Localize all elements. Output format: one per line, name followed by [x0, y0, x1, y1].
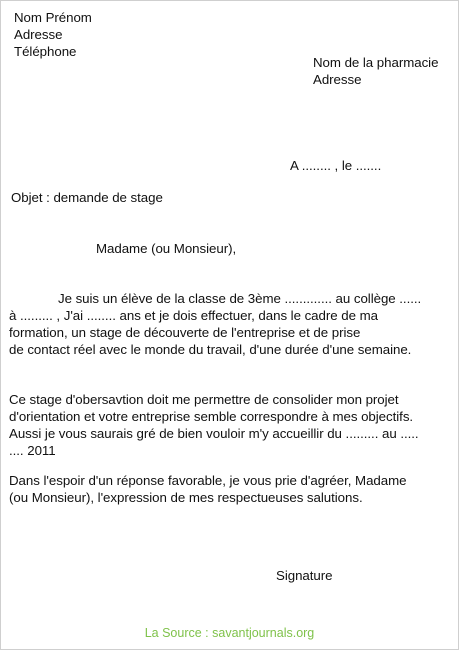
- recipient-address: Adresse: [313, 72, 362, 87]
- recipient-block: [313, 54, 438, 88]
- paragraph-objective: [9, 391, 419, 459]
- recipient-name: Nom de la pharmacie: [313, 55, 439, 70]
- paragraph-line: [9, 290, 421, 307]
- paragraph-line: à ......... , J'ai ........ ans et je dois effectuer, dans le cadre de ma: [9, 308, 378, 323]
- paragraph-line: formation, un stage de découverte de l'entreprise et de prise: [9, 325, 361, 340]
- paragraph-line: .... 2011: [9, 443, 56, 458]
- paragraph-intro: [9, 290, 421, 358]
- paragraph-line: de contact réel avec le monde du travail, d'une durée d'une semaine.: [9, 342, 412, 357]
- sender-phone: Téléphone: [14, 44, 77, 59]
- paragraph-line: Aussi je vous saurais gré de bien vouloir m'y accueillir du ......... au .....: [9, 426, 419, 441]
- paragraph-line: Ce stage d'obersavtion doit me permettre de consolider mon projet: [9, 392, 399, 407]
- letter-object: Objet : demande de stage: [11, 190, 163, 205]
- paragraph-line: Dans l'espoir d'un réponse favorable, je vous prie d'agréer, Madame: [9, 473, 407, 488]
- signature-label: Signature: [276, 568, 333, 583]
- salutation: Madame (ou Monsieur),: [96, 241, 237, 256]
- paragraph-line-text: Je suis un élève de la classe de 3ème ............. au collège ......: [58, 291, 422, 306]
- paragraph-closing: [9, 472, 407, 506]
- sender-block: [14, 9, 92, 60]
- place-date: A ........ , le .......: [290, 158, 382, 173]
- paragraph-line: (ou Monsieur), l'expression de mes respectueuses salutions.: [9, 490, 363, 505]
- paragraph-line: d'orientation et votre entreprise semble correspondre à mes objectifs.: [9, 409, 414, 424]
- source-caption: La Source : savantjournals.org: [144, 626, 315, 640]
- sender-address: Adresse: [14, 27, 63, 42]
- sender-name: Nom Prénom: [14, 10, 92, 25]
